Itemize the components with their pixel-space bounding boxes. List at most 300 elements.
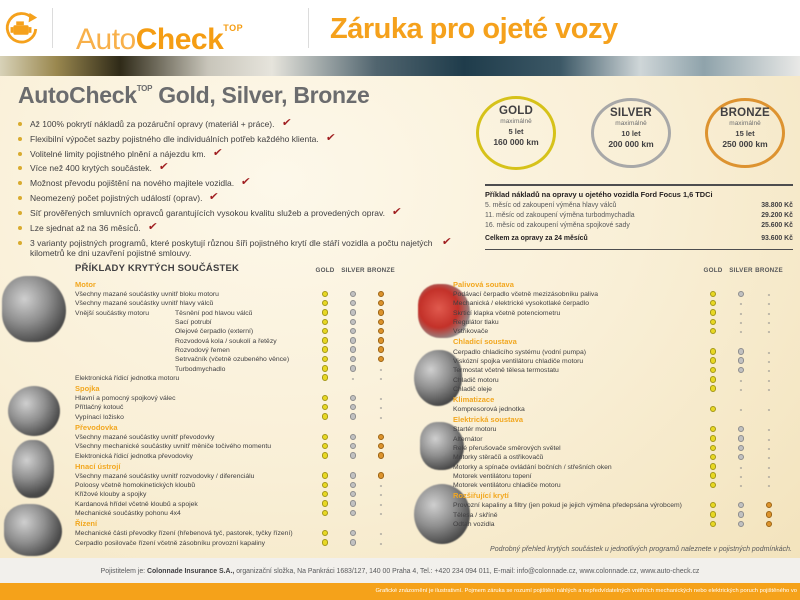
cost-total-label: Celkem za opravy za 24 měsíců: [485, 235, 588, 242]
column-header-silver: SILVER: [729, 267, 753, 274]
coverage-row: [75, 299, 395, 308]
bullet-dot-icon: [18, 122, 22, 126]
coverage-cell: [699, 463, 727, 472]
silver-dot: [738, 445, 745, 452]
benefit-item: [18, 163, 463, 174]
gold-dot: [322, 413, 329, 420]
logo-check: Check: [135, 23, 224, 56]
coverage-cell: -: [767, 434, 771, 444]
coverage-cell: [339, 365, 367, 374]
component-label: Mechanické části převodky řízení (hřebenová tyč, pastorek, tyčky řízení): [75, 530, 293, 538]
coverage-cell: [339, 309, 367, 318]
coverage-cell: [311, 442, 339, 451]
section-title: Motor: [75, 280, 96, 289]
coverage-cell: -: [767, 299, 771, 309]
component-label: Těsnění pod hlavou válců: [175, 309, 253, 317]
component-label: Odtah vozidla: [453, 521, 495, 529]
coverage-cell: [727, 511, 755, 520]
component-label: Olejové čerpadlo (externí): [175, 328, 254, 336]
coverage-header-right: [453, 262, 783, 274]
cost-example-title: Příklad nákladů na opravy u ojetého vozidla Ford Focus 1,6 TDCi: [485, 190, 713, 199]
silver-dot: [350, 337, 357, 344]
engine-photo: [2, 276, 66, 342]
bronze-dot: [766, 521, 773, 528]
silver-dot: [738, 357, 745, 364]
benefits-list: [18, 119, 463, 263]
coverage-cell: -: [767, 384, 771, 394]
coverage-row: [453, 462, 783, 471]
coverage-cell: [339, 413, 367, 422]
coverage-cell: -: [767, 290, 771, 300]
coverage-cell: [699, 290, 727, 299]
coverage-cell: -: [767, 318, 771, 328]
coverage-row: [75, 290, 395, 299]
coverage-cell: -: [379, 490, 383, 500]
cost-row: [485, 201, 793, 211]
gold-dot: [710, 502, 717, 509]
coverage-row: [453, 366, 783, 375]
coverage-row: [453, 511, 783, 520]
benefit-item: [18, 235, 463, 259]
coverage-cell: [727, 348, 755, 357]
silver-dot: [738, 348, 745, 355]
gold-dot: [322, 319, 329, 326]
silver-dot: [350, 500, 357, 507]
silver-dot: [350, 395, 357, 402]
cost-example-box: [485, 184, 793, 250]
bronze-dot: [378, 309, 385, 316]
silver-dot: [350, 365, 357, 372]
coverage-cell: [727, 357, 755, 366]
coverage-cell: [339, 509, 367, 518]
component-label: Všechny mazané součástky uvnitř hlavy válců: [75, 300, 214, 308]
coverage-row: [75, 481, 395, 490]
coverage-cell: [755, 520, 783, 529]
coverage-cell: [367, 433, 395, 442]
coverage-row: [75, 509, 395, 518]
coverage-cell: -: [739, 375, 743, 385]
bullet-dot-icon: [18, 196, 22, 200]
insurer-contact-line: [0, 568, 800, 575]
coverage-cell: [311, 337, 339, 346]
engine-warranty-icon: [2, 10, 40, 48]
silver-dot: [350, 356, 357, 363]
coverage-body-right: [453, 279, 783, 529]
gold-dot: [322, 452, 329, 459]
coverage-cell: -: [767, 425, 771, 435]
component-label: Provozní kapaliny a filtry (jen pokud je jejich výměna předepsána výrobcem): [453, 502, 682, 510]
coverage-row: [453, 501, 783, 510]
title-brand: AutoCheck: [18, 82, 137, 108]
coverage-cell: [311, 394, 339, 403]
component-label: Motorek ventilátoru chladiče motoru: [453, 482, 561, 490]
coverage-cell: -: [739, 384, 743, 394]
bronze-dot: [378, 300, 385, 307]
silver-dot: [350, 482, 357, 489]
gold-dot: [710, 367, 717, 374]
coverage-cell: [339, 452, 367, 461]
plan-max-label: maximálně: [500, 118, 532, 125]
component-label: Rozvodový řemen: [175, 346, 230, 354]
component-label: Chladič oleje: [453, 385, 492, 393]
coverage-cell: [699, 327, 727, 336]
bullet-dot-icon: [18, 241, 22, 245]
section-title: Chladicí soustava: [453, 337, 517, 347]
component-label: Poloosy včetně homokinetických kloubů: [75, 482, 196, 490]
coverage-cell: [699, 501, 727, 510]
coverage-cell: [699, 481, 727, 490]
silver-dot: [350, 319, 357, 326]
component-label: Motorek ventilátoru topení: [453, 472, 532, 480]
coverage-cell: [311, 509, 339, 518]
coverage-cell: [699, 357, 727, 366]
coverage-row: [453, 435, 783, 444]
plan-name: BRONZE: [720, 107, 770, 119]
red-checkmark-icon: ✔: [158, 161, 170, 174]
plan-name: SILVER: [610, 107, 652, 119]
coverage-cell: [727, 444, 755, 453]
section-title: Rozšiřující krytí: [453, 491, 509, 501]
coverage-table-title: PŘÍKLADY KRYTÝCH SOUČÁSTEK: [75, 263, 240, 274]
plan-oval-silver: [591, 98, 671, 168]
coverage-cell: -: [767, 453, 771, 463]
coverage-row: [75, 529, 395, 538]
coverage-cell: [339, 290, 367, 299]
component-label: Regulátor tlaku: [453, 319, 499, 327]
red-checkmark-icon: ✔: [208, 191, 220, 204]
benefit-item: [18, 205, 463, 219]
coverage-cell: [699, 299, 727, 308]
coverage-row: [75, 442, 395, 451]
coverage-row: [453, 375, 783, 384]
coverage-row: [453, 347, 783, 356]
coverage-row: [453, 405, 783, 414]
coverage-row: [75, 374, 395, 383]
bronze-dot: [378, 346, 385, 353]
component-label: Kardanová hřídel včetně kloubů a spojek: [75, 500, 198, 508]
cost-total-row: [485, 234, 793, 244]
plan-max-km: 250 000 km: [722, 139, 768, 149]
coverage-table-left: [75, 262, 395, 548]
benefit-text: Více než 400 krytých součástek.: [30, 163, 152, 174]
coverage-cell: [367, 355, 395, 364]
component-label: Tělesa / skříně: [453, 511, 498, 519]
coverage-cell: [339, 337, 367, 346]
coverage-cell: [367, 299, 395, 308]
coverage-row: [75, 413, 395, 422]
coverage-cell: -: [739, 327, 743, 337]
banner-title: Záruka pro ojeté vozy: [330, 13, 618, 45]
component-label: Přítlačný kotouč: [75, 404, 124, 412]
silver-dot: [350, 309, 357, 316]
column-header-bronze: BRONZE: [755, 267, 783, 274]
coverage-row: [453, 318, 783, 327]
gold-dot: [322, 443, 329, 450]
gold-dot: [710, 511, 717, 518]
gold-dot: [322, 346, 329, 353]
coverage-row: [453, 425, 783, 434]
coverage-cell: [367, 452, 395, 461]
benefit-text: Možnost převodu pojištění na nového majitele vozidla.: [30, 178, 235, 189]
coverage-cell: [755, 511, 783, 520]
page-title: [18, 82, 369, 109]
component-group-label: Vnější součástky motoru: [75, 309, 150, 317]
plan-oval-gold: [476, 96, 556, 170]
gold-dot: [710, 328, 717, 335]
section-title: Hnací ústrojí: [75, 461, 121, 471]
coverage-cell: [727, 453, 755, 462]
coverage-cell: [699, 376, 727, 385]
coverage-row: [75, 433, 395, 442]
coverage-cell: [339, 500, 367, 509]
silver-dot: [350, 452, 357, 459]
coverage-cell: [339, 433, 367, 442]
coverage-cell: [311, 309, 339, 318]
gold-dot: [322, 365, 329, 372]
top-bar: [0, 0, 800, 56]
component-label: Startér motoru: [453, 426, 497, 434]
coverage-cell: [699, 385, 727, 394]
coverage-cell: [699, 511, 727, 520]
coverage-row: [75, 500, 395, 509]
plan-max-km: 160 000 km: [493, 137, 539, 147]
coverage-cell: [311, 433, 339, 442]
red-checkmark-icon: ✔: [146, 220, 158, 233]
component-label: Vstřikovače: [453, 328, 489, 336]
bronze-dot: [378, 291, 385, 298]
coverage-cell: -: [379, 364, 383, 374]
gold-dot: [322, 472, 329, 479]
coverage-row: [75, 318, 395, 327]
silver-dot: [738, 511, 745, 518]
component-label: Viskózní spojka ventilátoru chladiče motoru: [453, 357, 584, 365]
component-group-label: [75, 356, 175, 363]
coverage-row: [75, 403, 395, 412]
coverage-row: [453, 472, 783, 481]
silver-dot: [350, 328, 357, 335]
component-label: Termostat včetně tělesa termostatu: [453, 367, 559, 375]
coverage-cell: -: [379, 481, 383, 491]
legal-bar: [0, 583, 800, 600]
gold-dot: [322, 539, 329, 546]
gold-dot: [710, 309, 717, 316]
coverage-cell: [727, 290, 755, 299]
coverage-row: [75, 539, 395, 548]
red-checkmark-icon: ✔: [240, 176, 252, 189]
gold-dot: [710, 454, 717, 461]
coverage-cell: [311, 374, 339, 383]
coverage-row: [453, 444, 783, 453]
coverage-row: [453, 453, 783, 462]
component-label: Mechanické součástky pohonu 4x4: [75, 510, 181, 518]
benefit-item: [18, 131, 463, 145]
component-label: Relé přerušovače směrových světel: [453, 445, 561, 452]
bronze-dot: [766, 502, 773, 509]
coverage-cell: [311, 403, 339, 412]
section-title: Převodovka: [75, 422, 118, 432]
coverage-cell: [699, 348, 727, 357]
coverage-cell: -: [767, 375, 771, 385]
coverage-cell: [311, 539, 339, 548]
coverage-cell: [311, 481, 339, 490]
coverage-cell: [699, 520, 727, 529]
component-label: Setrvačník (včetně ozubeného věnce): [175, 356, 290, 364]
coverage-row: [75, 451, 395, 460]
gold-dot: [322, 374, 329, 381]
gold-dot: [710, 300, 717, 307]
bullet-dot-icon: [18, 211, 22, 215]
component-label: Motorky stěračů a ostřikovačů: [453, 454, 544, 462]
coverage-cell: [311, 490, 339, 499]
component-label: Křížové klouby a spojky: [75, 491, 147, 499]
silver-dot: [738, 367, 745, 374]
gold-dot: [322, 300, 329, 307]
coverage-cell: [339, 490, 367, 499]
component-label: Čerpadlo chladicího systému (vodní pumpa): [453, 348, 586, 356]
coverage-row: [453, 290, 783, 299]
coverage-cell: [367, 472, 395, 481]
plan-max-years: 15 let: [735, 129, 755, 138]
coverage-row: [75, 394, 395, 403]
red-checkmark-icon: ✔: [212, 146, 223, 159]
coverage-cell: [699, 425, 727, 434]
coverage-cell: [311, 452, 339, 461]
coverage-cell: [699, 366, 727, 375]
coverage-cell: -: [767, 327, 771, 337]
coverage-cell: [339, 346, 367, 355]
header-divider: [308, 8, 309, 48]
gold-dot: [710, 385, 717, 392]
coverage-cell: -: [739, 299, 743, 309]
coverage-row: [453, 327, 783, 336]
coverage-cell: -: [379, 373, 383, 383]
gold-dot: [710, 521, 717, 528]
coverage-cell: [699, 444, 727, 453]
plan-max-label: maximálně: [615, 120, 647, 127]
component-group-label: [75, 347, 175, 354]
coverage-table-right: [453, 262, 783, 529]
component-label: Hlavní a pomocný spojkový válec: [75, 395, 176, 403]
component-group-label: [75, 319, 175, 326]
coverage-row: [75, 490, 395, 499]
title-sup: TOP: [136, 84, 153, 93]
gold-dot: [322, 328, 329, 335]
bronze-dot: [378, 356, 385, 363]
coverage-row: [75, 472, 395, 481]
coverage-cell: -: [351, 373, 355, 383]
cost-price: 29.200 Kč: [761, 212, 793, 219]
coverage-cell: -: [767, 347, 771, 357]
coverage-cell: [311, 500, 339, 509]
component-label: Všechny mazané součástky uvnitř převodovky: [75, 434, 215, 441]
cost-total-price: 93.600 Kč: [761, 235, 793, 242]
coverage-row: [75, 364, 395, 373]
bronze-dot: [378, 472, 385, 479]
benefit-text: Síť prověřených smluvních opravců garantujících vysokou kvalitu služeb a provedených oprav.: [30, 207, 386, 218]
coverage-cell: [727, 501, 755, 510]
gold-dot: [710, 482, 717, 489]
legal-disclaimer: Grafické znázornění je ilustrativní. Pojmem záruka se rozumí pojištění náhlých a nepředvídatelných vnitřních mechanických nebo elektrických poruch pojištěného vo: [375, 588, 797, 594]
gold-dot: [710, 348, 717, 355]
shock-absorber-photo: [12, 440, 54, 498]
coverage-cell: [311, 529, 339, 538]
coverage-cell: [311, 318, 339, 327]
component-group-label: [75, 366, 175, 373]
gold-dot: [322, 434, 329, 441]
autocheck-logo: [76, 0, 243, 56]
coverage-cell: -: [767, 308, 771, 318]
coverage-cell: -: [767, 356, 771, 366]
coverage-cell: -: [739, 405, 743, 415]
coverage-row: [453, 520, 783, 529]
coverage-cell: -: [767, 405, 771, 415]
gold-dot: [322, 510, 329, 517]
cost-row: [485, 211, 793, 221]
benefit-text: Flexibilní výpočet sazby pojistného dle individuálních potřeb každého klienta.: [30, 133, 319, 144]
gold-dot: [710, 426, 717, 433]
component-group-label: [75, 338, 175, 345]
section-title: Klimatizace: [453, 394, 495, 404]
coverage-cell: [311, 365, 339, 374]
gold-dot: [322, 291, 329, 298]
coverage-cell: [727, 425, 755, 434]
coverage-cell: -: [379, 509, 383, 519]
coverage-cell: [367, 442, 395, 451]
bronze-dot: [378, 337, 385, 344]
decor-photo-strip: [0, 56, 800, 76]
coverage-cell: [311, 299, 339, 308]
coverage-row: [453, 357, 783, 366]
column-header-gold: GOLD: [703, 267, 723, 274]
benefit-text: Neomezený počet pojistných událostí (oprav).: [30, 193, 203, 204]
coverage-cell: [367, 346, 395, 355]
gold-dot: [710, 435, 717, 442]
coverage-cell: -: [379, 529, 383, 539]
silver-dot: [350, 491, 357, 498]
benefit-item: [18, 193, 463, 204]
column-header-silver: SILVER: [341, 267, 365, 274]
coverage-row: [75, 327, 395, 336]
red-checkmark-icon: ✔: [441, 235, 453, 248]
title-rest: Gold, Silver, Bronze: [152, 82, 370, 108]
coverage-cell: [311, 346, 339, 355]
silver-dot: [350, 443, 357, 450]
component-label: Mechanická / elektrické vysokotlaké čerpadlo: [453, 300, 590, 308]
benefit-text: 3 varianty pojistných programů, které poskytují různou šíři pojistného krytí dle stáří vozidla a počtu najetých kilometrů ke dni uzavření pojistné smlouvy.: [30, 237, 433, 259]
section-title: Řízení: [75, 519, 98, 529]
column-header-gold: GOLD: [315, 267, 335, 274]
cost-price: 25.600 Kč: [761, 222, 793, 229]
gold-dot: [710, 463, 717, 470]
column-header-bronze: BRONZE: [367, 267, 395, 274]
coverage-cell: [311, 290, 339, 299]
coverage-cell: -: [767, 462, 771, 472]
component-label: Rozvodová kola / soukolí a řetězy: [175, 337, 277, 345]
component-label: Vypínací ložisko: [75, 413, 124, 421]
coverage-cell: -: [739, 462, 743, 472]
benefit-item: [18, 220, 463, 234]
section-title: Elektrická soustava: [453, 415, 524, 425]
plan-max-km: 200 000 km: [608, 139, 654, 149]
coverage-row: [453, 309, 783, 318]
coverage-cell: -: [379, 403, 383, 413]
coverage-cell: [367, 337, 395, 346]
cost-label: 5. měsíc od zakoupení výměna hlavy válců: [485, 202, 617, 209]
coverage-cell: [367, 290, 395, 299]
silver-dot: [350, 510, 357, 517]
coverage-cell: [311, 472, 339, 481]
cost-row: [485, 221, 793, 231]
